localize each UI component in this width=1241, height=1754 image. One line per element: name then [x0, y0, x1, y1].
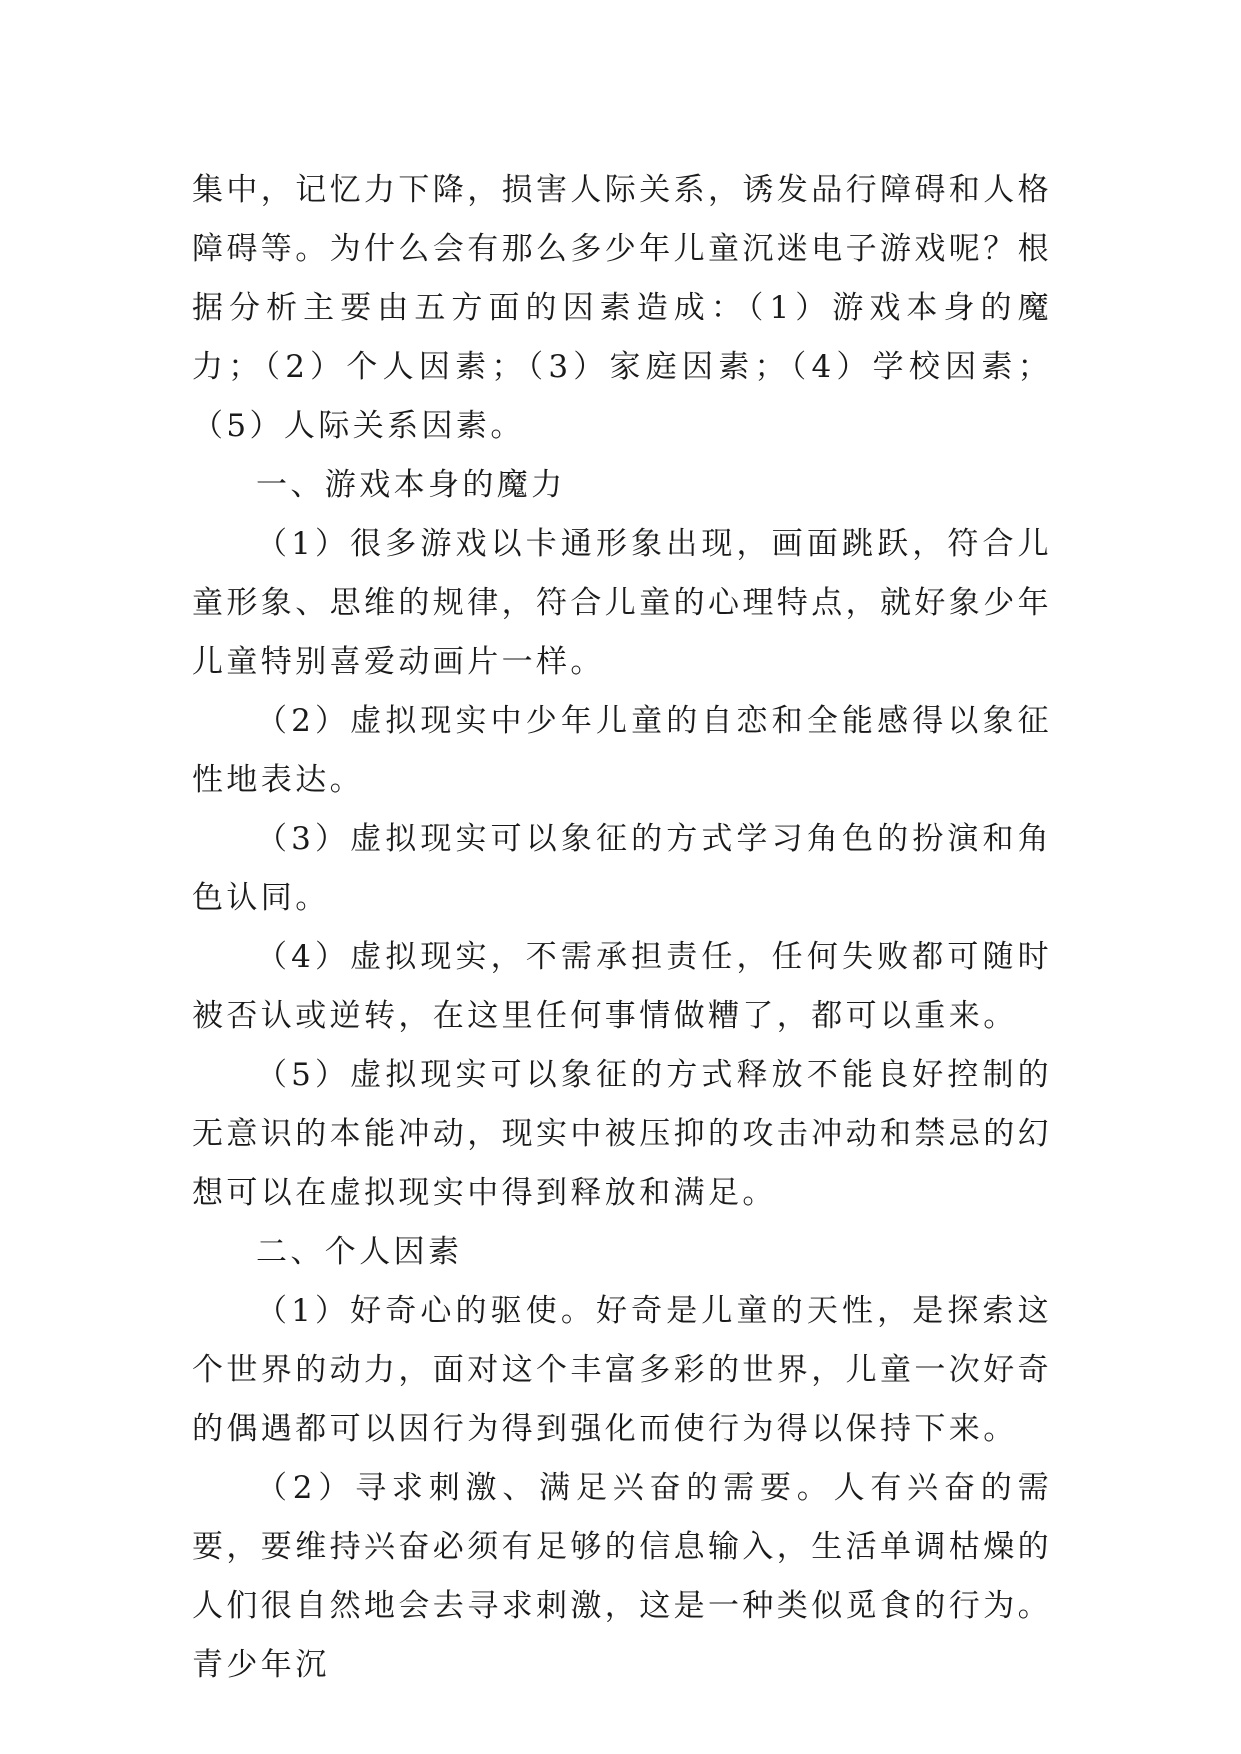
paragraph-item-3: （3）虚拟现实可以象征的方式学习角色的扮演和角色认同。 — [192, 821, 1052, 916]
paragraph-item-5: （5）虚拟现实可以象征的方式释放不能良好控制的无意识的本能冲动，现实中被压抑的攻击冲动和禁忌的幻想可以在虚拟现实中得到释放和满足。 — [192, 1057, 1052, 1211]
paragraph-item-1: （1）很多游戏以卡通形象出现，画面跳跃，符合儿童形象、思维的规律，符合儿童的心理特点，就好象少年儿童特别喜爱动画片一样。 — [192, 526, 1052, 680]
document-body — [192, 161, 1052, 1695]
paragraph-item-4: （4）虚拟现实，不需承担责任，任何失败都可随时被否认或逆转，在这里任何事情做糟了，都可以重来。 — [192, 939, 1052, 1034]
paragraph-intro-continuation: 集中，记忆力下降，损害人际关系，诱发品行障碍和人格障碍等。为什么会有那么多少年儿童沉迷电子游戏呢？根据分析主要由五方面的因素造成：（1）游戏本身的魔力；（2）个人因素；（3）家庭因素；（4）学校因素；（5）人际关系因素。 — [192, 172, 1052, 444]
paragraph-personal-1: （1）好奇心的驱使。好奇是儿童的天性，是探索这个世界的动力，面对这个丰富多彩的世界，儿童一次好奇的偶遇都可以因行为得到强化而使行为得以保持下来。 — [192, 1293, 1052, 1447]
paragraph-personal-2: （2）寻求刺激、满足兴奋的需要。人有兴奋的需要，要维持兴奋必须有足够的信息输入，生活单调枯燥的人们很自然地会去寻求刺激，这是一种类似觅食的行为。青少年沉 — [192, 1470, 1052, 1683]
section-heading-game-appeal: 一、游戏本身的魔力 — [256, 467, 566, 503]
section-heading-personal-factors: 二、个人因素 — [256, 1234, 463, 1270]
paragraph-item-2: （2）虚拟现实中少年儿童的自恋和全能感得以象征性地表达。 — [192, 703, 1052, 798]
